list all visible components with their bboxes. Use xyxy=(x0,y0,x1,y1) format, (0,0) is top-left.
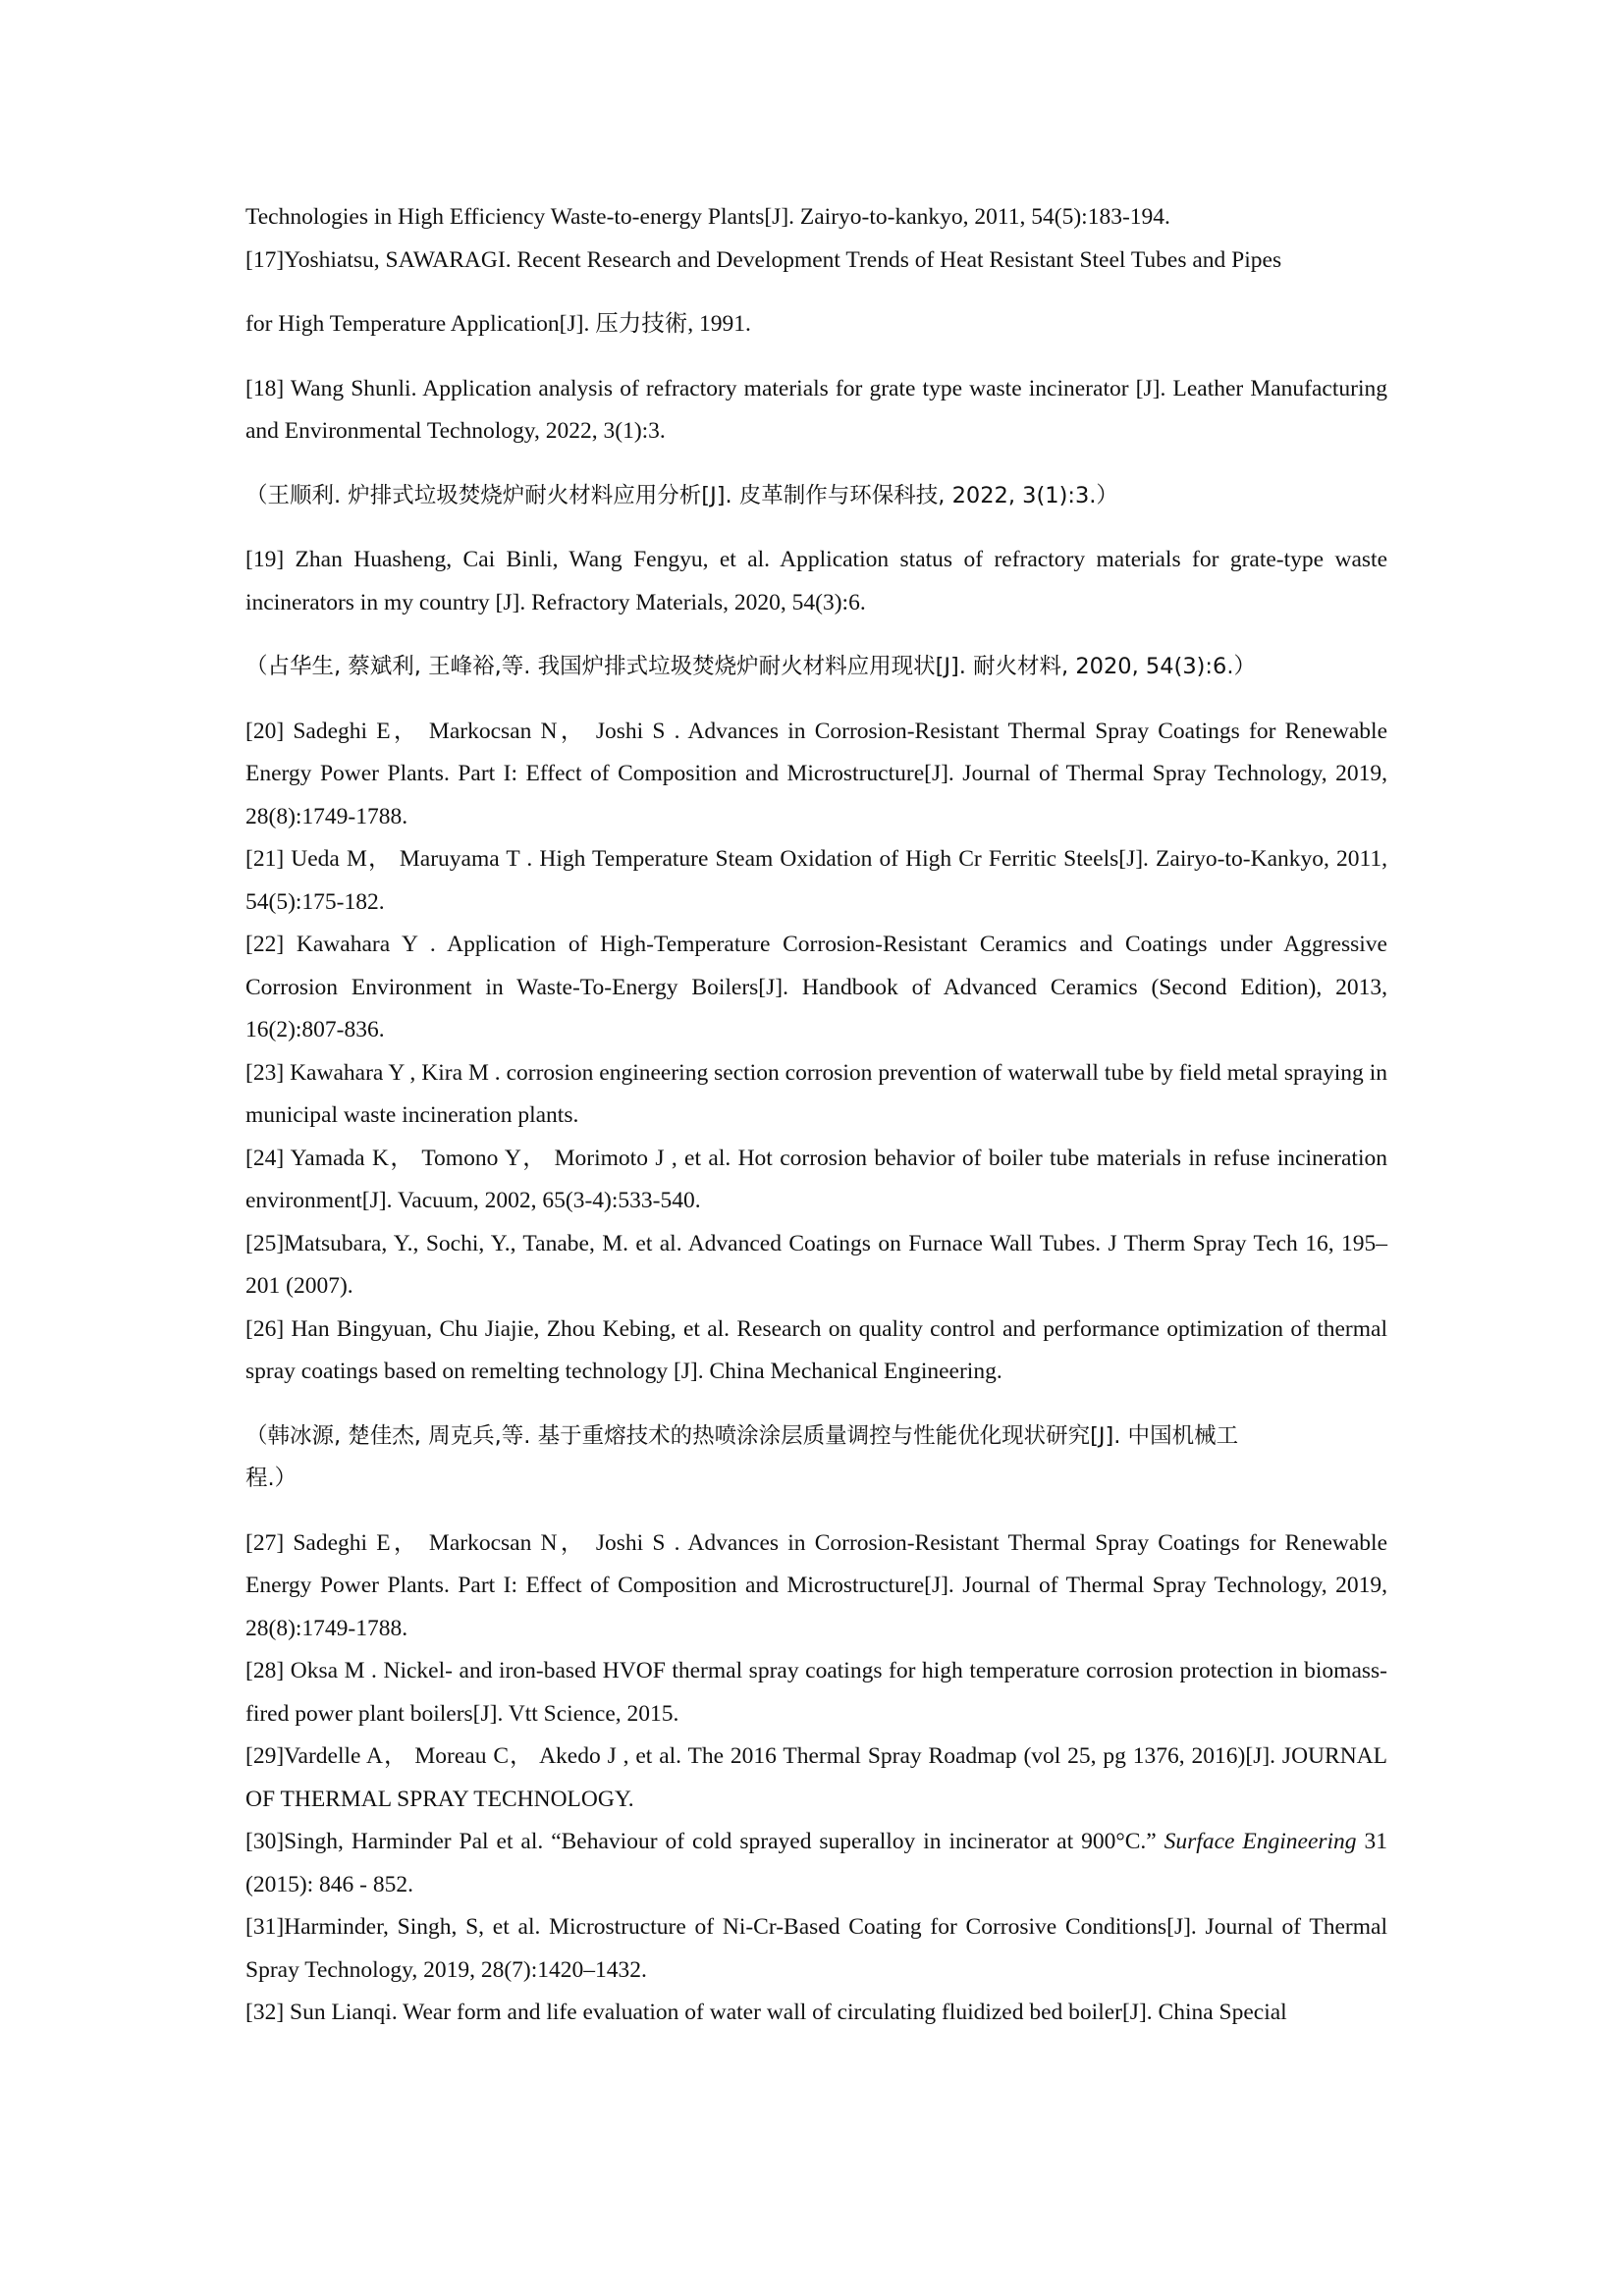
reference-30-volume-pages: 31 (2015): 846 - 852. xyxy=(245,1829,1388,1897)
reference-26: [26] Han Bingyuan, Chu Jiajie, Zhou Kebing, et al. Research on quality control and performance optimization of thermal spray coatings based on remelting technology [J]. China Mechanical Engineering. xyxy=(245,1315,1387,1384)
reference-28: [28] Oksa M . Nickel- and iron-based HVOF thermal spray coatings for high temperature corrosion protection in biomass-fired power plant boilers[J]. Vtt Science, 2015. xyxy=(245,1658,1387,1727)
reference-26-chinese-line-2: 程.） xyxy=(245,1466,298,1491)
reference-18-chinese: （王顺利. 炉排式垃圾焚烧炉耐火材料应用分析[J]. 皮革制作与环保科技, 2022, 3(1):3.） xyxy=(245,482,1118,508)
reference-30-journal: Surface Engineering xyxy=(1164,1829,1357,1854)
reference-22: [22] Kawahara Y . Application of High-Temperature Corrosion-Resistant Ceramics and Coatings under Aggressive Corrosion Environment in Waste-To-Energy Boilers[J]. Handbook of Advanced Ceramics (Second Edition), 2013, 16(2):807-836. xyxy=(245,932,1387,1042)
reference-26-chinese-line-1: （韩冰源, 楚佳杰, 周克兵,等. 基于重熔技术的热喷涂涂层质量调控与性能优化现状研究[J]. 中国机械工 xyxy=(245,1422,1239,1449)
reference-19-chinese: （占华生, 蔡斌利, 王峰裕,等. 我国炉排式垃圾焚烧炉耐火材料应用现状[J]. 耐火材料, 2020, 54(3):6.） xyxy=(245,654,1256,679)
reference-25: [25]Matsubara, Y., Sochi, Y., Tanabe, M. et al. Advanced Coatings on Furnace Wall Tubes. J Therm Spray Tech 16, 195–201 (2007). xyxy=(245,1230,1387,1299)
reference-32: [32] Sun Lianqi. Wear form and life evaluation of water wall of circulating fluidized bed boiler[J]. China Special xyxy=(245,2000,1287,2025)
reference-list xyxy=(245,196,1387,2035)
reference-20: [20] Sadeghi E， Markocsan N， Joshi S . Advances in Corrosion-Resistant Thermal Spray Coatings for Renewable Energy Power Plants. Part I: Effect of Composition and Microstructure[J]. Journal of Thermal Spray Technology, 2019, 28(8):1749-1788. xyxy=(245,718,1387,829)
reference-30-authors-title: [30]Singh, Harminder Pal et al. “Behaviour of cold sprayed superalloy in incinerator at 900°C.” xyxy=(245,1829,1164,1854)
reference-21: [21] Ueda M， Maruyama T . High Temperature Steam Oxidation of High Cr Ferritic Steels[J]. Zairyo-to-Kankyo, 2011, 54(5):175-182. xyxy=(245,846,1387,915)
reference-16-continuation: Technologies in High Efficiency Waste-to-energy Plants[J]. Zairyo-to-kankyo, 2011, 54(5):183-194. xyxy=(245,204,1170,230)
reference-18: [18] Wang Shunli. Application analysis of refractory materials for grate type waste incinerator [J]. Leather Manufacturing and Environmental Technology, 2022, 3(1):3. xyxy=(245,375,1387,444)
reference-19: [19] Zhan Huasheng, Cai Binli, Wang Fengyu, et al. Application status of refractory materials for grate-type waste incinerators in my country [J]. Refractory Materials, 2020, 54(3):6. xyxy=(245,547,1387,615)
reference-23: [23] Kawahara Y , Kira M . corrosion engineering section corrosion prevention of waterwall tube by field metal spraying in municipal waste incineration plants. xyxy=(245,1059,1387,1128)
reference-17-line-2: for High Temperature Application[J]. 压力技術, 1991. xyxy=(245,311,751,337)
reference-29: [29]Vardelle A， Moreau C， Akedo J , et al. The 2016 Thermal Spray Roadmap (vol 25, pg 1376, 2016)[J]. JOURNAL OF THERMAL SPRAY TECHNOLOGY. xyxy=(245,1743,1387,1812)
reference-31: [31]Harminder, Singh, S, et al. Microstructure of Ni-Cr-Based Coating for Corrosive Conditions[J]. Journal of Thermal Spray Technology, 2019, 28(7):1420–1432. xyxy=(245,1914,1387,1983)
reference-24: [24] Yamada K， Tomono Y， Morimoto J , et al. Hot corrosion behavior of boiler tube materials in refuse incineration environment[J]. Vacuum, 2002, 65(3-4):533-540. xyxy=(245,1145,1387,1213)
reference-17-line-1: [17]Yoshiatsu, SAWARAGI. Recent Research and Development Trends of Heat Resistant Steel Tubes and Pipes xyxy=(245,246,1282,273)
reference-30 xyxy=(245,1821,1387,1906)
reference-27: [27] Sadeghi E， Markocsan N， Joshi S . Advances in Corrosion-Resistant Thermal Spray Coatings for Renewable Energy Power Plants. Part I: Effect of Composition and Microstructure[J]. Journal of Thermal Spray Technology, 2019, 28(8):1749-1788. xyxy=(245,1529,1387,1641)
reference-26-chinese xyxy=(245,1415,1387,1501)
